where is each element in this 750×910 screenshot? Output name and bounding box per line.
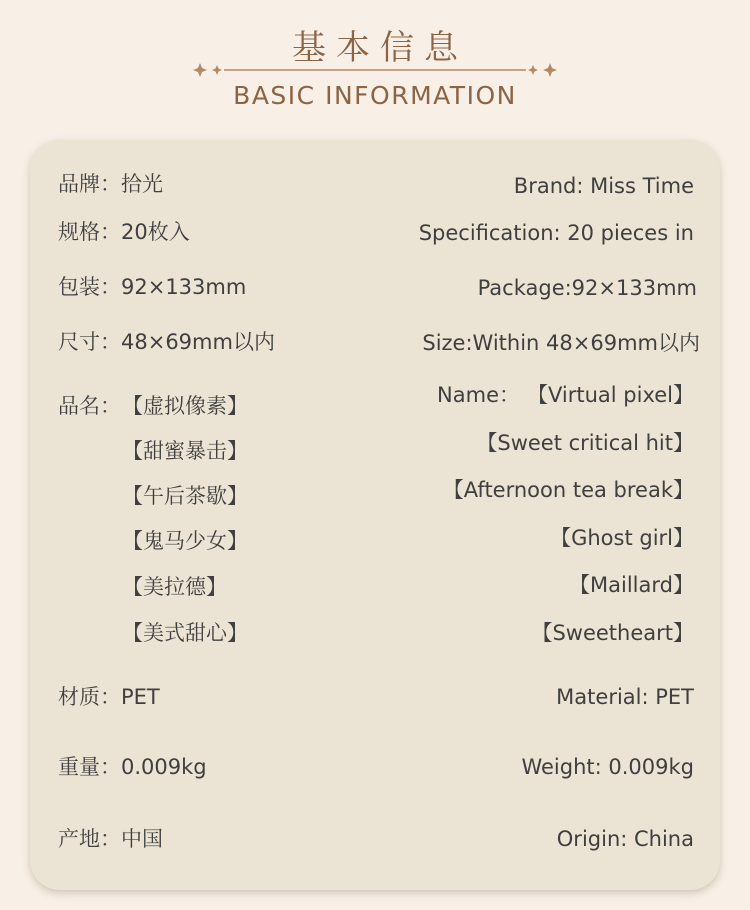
sparkle-divider-icon — [190, 60, 560, 80]
name-item-en: 【Sweet critical hit】 — [476, 431, 694, 455]
name-item-en: 【Afternoon tea break】 — [442, 478, 694, 502]
page-title-cn: 基本信息 — [292, 28, 468, 68]
name-item-cn: 【虚拟像素】 — [122, 394, 248, 418]
page-title-en: BASIC INFORMATION — [233, 81, 517, 110]
name-item-cn: 【美拉德】 — [122, 575, 227, 599]
weight-en: Weight: 0.009kg — [521, 755, 694, 779]
material-cn: 材质：PET — [58, 685, 160, 709]
name-item-cn: 【鬼马少女】 — [122, 529, 248, 553]
spec-cn: 规格：20枚入 — [58, 220, 190, 244]
material-en: Material: PET — [556, 685, 694, 709]
name-item-en: 【Virtual pixel】 — [527, 383, 694, 407]
brand-cn: 品牌：拾光 — [58, 172, 163, 196]
size-cn: 尺寸：48×69mm以内 — [58, 330, 275, 354]
spec-en: Specification: 20 pieces in — [418, 221, 694, 245]
package-cn: 包装：92×133mm — [58, 275, 247, 299]
name-label-en: Name： — [437, 383, 520, 407]
name-item-cn: 【甜蜜暴击】 — [122, 439, 248, 463]
weight-cn: 重量：0.009kg — [58, 755, 207, 779]
name-item-cn: 【午后茶歇】 — [122, 484, 248, 508]
name-item-en: 【Ghost girl】 — [550, 526, 694, 550]
name-label-cn: 品名： — [58, 394, 121, 418]
origin-cn: 产地：中国 — [58, 827, 163, 851]
info-card — [30, 140, 720, 890]
brand-en: Brand: Miss Time — [513, 174, 694, 198]
name-item-cn: 【美式甜心】 — [122, 621, 248, 645]
name-item-en: 【Maillard】 — [569, 573, 694, 597]
name-item-en: 【Sweetheart】 — [531, 621, 694, 645]
origin-en: Origin: China — [556, 827, 694, 851]
package-en: Package:92×133mm — [477, 276, 697, 300]
size-en: Size:Within 48×69mm以内 — [422, 331, 700, 355]
